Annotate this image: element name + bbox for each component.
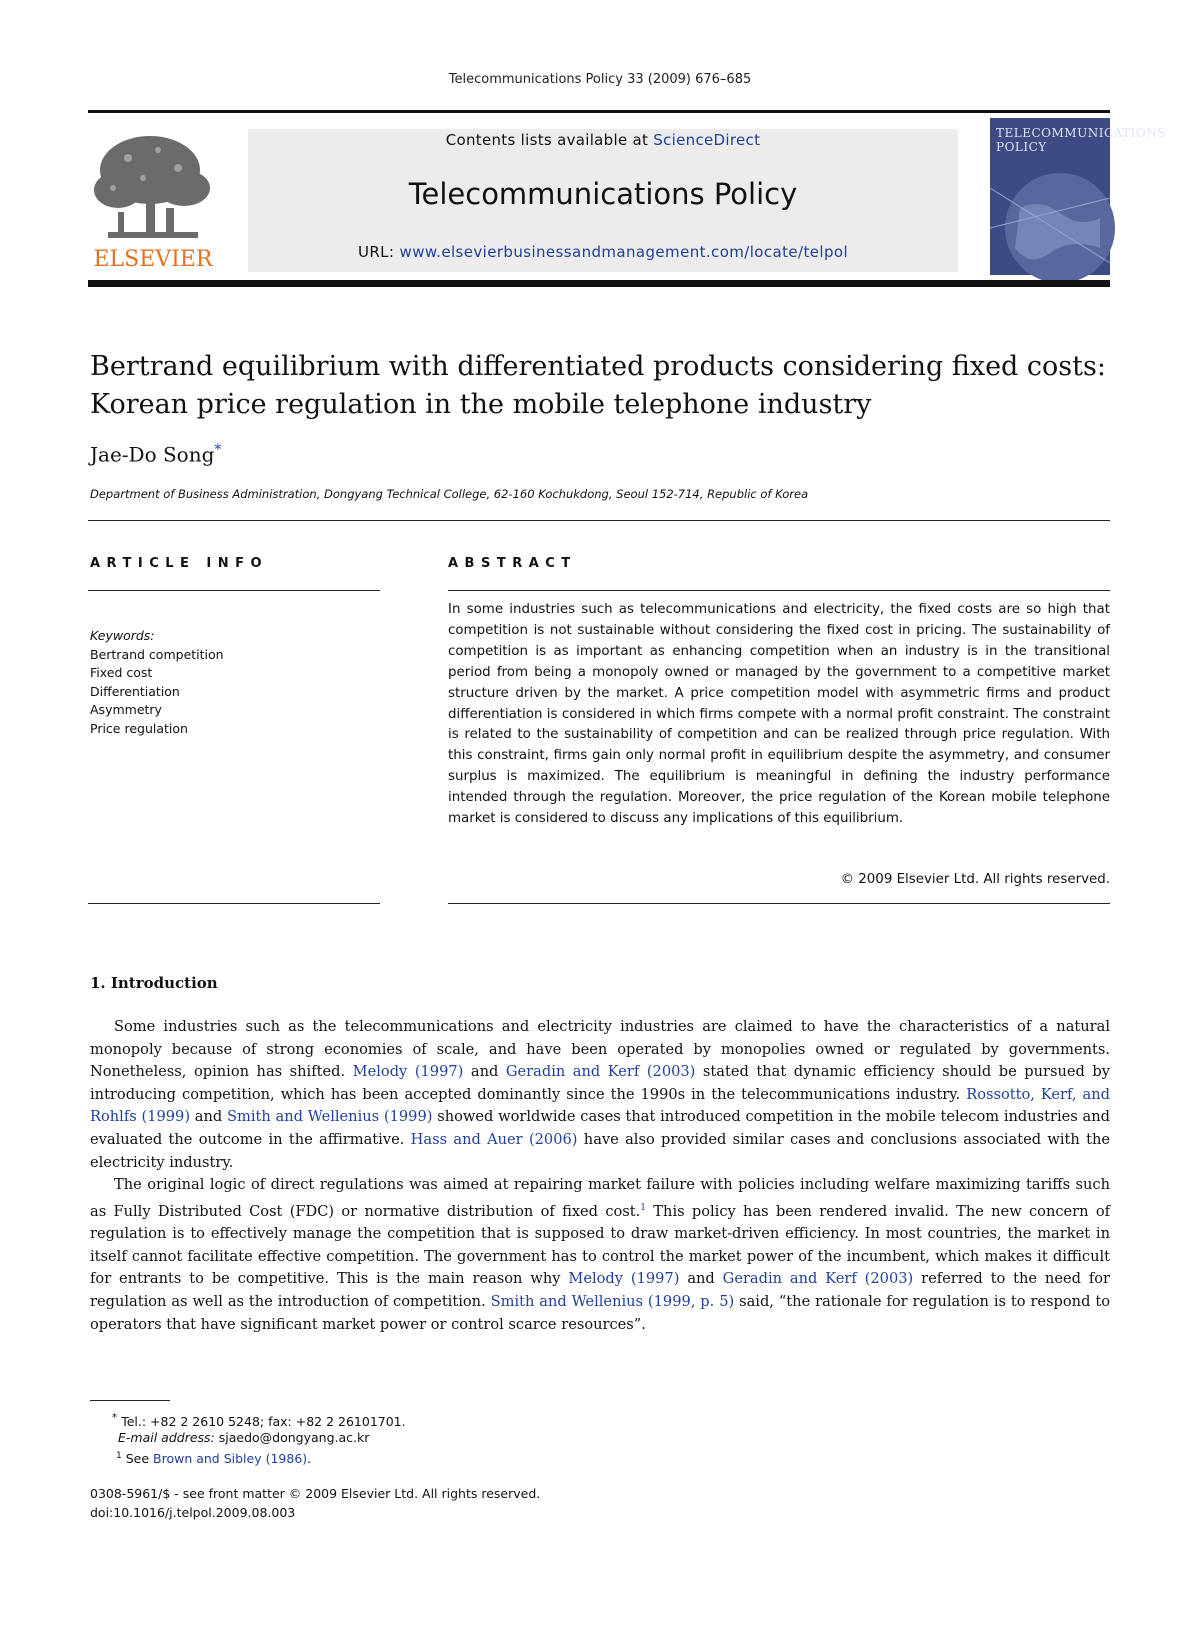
header-bottom-rule [88,280,1110,287]
elsevier-logo [88,128,218,276]
keyword-item: Bertrand competition [90,646,224,662]
footnote-mark[interactable]: 1 [640,1202,647,1213]
running-head: Telecommunications Policy 33 (2009) 676–685 [448,72,752,87]
footnote-contact: * Tel.: +82 2 2610 5248; fax: +82 2 26101701. [112,1412,406,1430]
citation-link[interactable]: Hass and Auer (2006) [410,1130,578,1148]
citation-link[interactable]: Geradin and Kerf (2003) [722,1270,914,1288]
article-info-bottom-rule [88,903,380,904]
issn-line: 0308-5961/$ - see front matter © 2009 Elsevier Ltd. All rights reserved. [90,1486,541,1501]
article-info-rule [88,590,380,591]
paragraph: Some industries such as the telecommunications and electricity industries are claimed to have the characteristics of a natural monopoly because of strong economies of scale, and have been operated by monopolies owned or regulated by governments. Nonetheless, opinion has shifted. Melody (1997) and Geradin and Kerf (2003) stated that dynamic efficiency should be pursued by introducing competition, which has been accepted dominantly since the 1990s in the telecommunications industry. Rossotto, Kerf, and Rohlfs (1999) and Smith and Wellenius (1999) showed worldwide cases that introduced competition in the mobile telecom industries and evaluated the outcome in the affirmative. Hass and Auer (2006) have also provided similar cases and conclusions associated with the electricity industry. [90,1018,1111,1171]
paragraph: The original logic of direct regulations was aimed at repairing market failure with policies including welfare maximizing tariffs such as Fully Distributed Cost (FDC) or normative distribution of fixed cost.$^1$ This policy has been rendered invalid. The new concern of regulation is to effectively manage the competition that is supposed to draw market-driven efficiency. In most countries, the market in itself cannot facilitate effective competition. The government has to control the market power of the incumbent, which makes it difficult for entrants to be competitive. This is the main reason why Melody (1997) and Geradin and Kerf (2003) referred to the need for regulation as well as the introduction of competition. Smith and Wellenius (1999, p. 5) said, “the rationale for regulation is to respond to operators that have significant market power or control scarce resources”. [90,1176,1111,1333]
title-divider [88,520,1110,521]
citation-link[interactable]: Smith and Wellenius (1999) [227,1108,433,1126]
abstract-bottom-rule [448,903,1110,904]
citation-link[interactable]: Geradin and Kerf (2003) [505,1063,696,1081]
globe-icon [990,168,1110,275]
citation-link[interactable]: Smith and Wellenius (1999, p. 5) [490,1292,735,1310]
keyword-item: Asymmetry [90,702,162,718]
journal-cover-image [990,118,1166,275]
header-top-rule [88,110,1110,113]
citation-link[interactable]: Melody (1997) [568,1270,680,1288]
footnote-1: $^1$ See Brown and Sibley (1986). [116,1451,312,1467]
citation-link[interactable]: Melody (1997) [352,1063,464,1081]
footnote-email: E-mail address: sjaedo@dongyang.ac.kr [118,1430,370,1445]
journal-banner [248,129,958,272]
journal-url-line: URL: www.elsevierbusinessandmanagement.com/locate/telpol [357,243,849,261]
abstract-copyright: © 2009 Elsevier Ltd. All rights reserved. [840,872,1110,887]
author-affiliation: Department of Business Administration, Dongyang Technical College, 62-160 Kochukdong, Seoul 152-714, Republic of Korea [90,487,809,501]
doi-line[interactable]: doi:10.1016/j.telpol.2009.08.003 [90,1505,296,1520]
email-link[interactable]: sjaedo@dongyang.ac.kr [214,1430,370,1445]
author-name: Jae-Do Song* [90,442,222,467]
svg-text:ELSEVIER: ELSEVIER [93,247,213,272]
journal-url-link[interactable]: www.elsevierbusinessandmanagement.com/locate/telpol [399,243,849,261]
citation-link[interactable]: Brown and Sibley (1986) [153,1451,308,1467]
abstract-label: ABSTRACT [448,556,577,571]
keyword-item: Differentiation [90,683,180,699]
sciencedirect-link[interactable]: ScienceDirect [653,131,761,149]
article-title: Bertrand equilibrium with differentiated products considering fixed costs: Korean price regulation in the mobile telephone industry [90,351,1106,420]
cover-title: TELECOMMUNICATIONS POLICY [996,126,1166,154]
section-heading-introduction: 1. Introduction [90,974,218,992]
keyword-item: Price regulation [90,720,188,736]
journal-name: Telecommunications Policy [408,177,798,211]
elsevier-tree-icon [88,128,218,276]
citation-link[interactable]: Rossotto, Kerf, and Rohlfs (1999) [90,1085,1110,1126]
keywords-block [90,627,224,739]
introduction-body [90,1016,1110,1336]
keyword-item: Fixed cost [90,665,153,681]
footnote-star-mark: * [112,1412,118,1424]
footnote-rule [90,1400,170,1401]
abstract-text: In some industries such as telecommunications and electricity, the fixed costs are so high that competition is not sustainable without considering the fixed cost in pricing. The sustainability of competition is as important as enhancing competition when an industry is in the transitional period from being a monopoly owned or managed by the government to a competitive market structure driven by the market. A price competition model with asymmetric firms and product differentiation is considered in which firms compete with a normal profit constraint. The constraint is related to the sustainability of competition and can be realized through price regulation. With this constraint, firms gain only normal profit in equilibrium despite the asymmetry, and consumer surplus is maximized. The equilibrium is meaningful in defining the industry performance intended through the regulation. Moreover, the price regulation of the Korean mobile telephone market is considered to discuss any implications of this equilibrium. [448,602,1110,827]
contents-available: Contents lists available at ScienceDirect [445,131,761,149]
abstract-rule [448,590,1110,591]
keywords-label: Keywords: [90,628,155,643]
article-info-label: ARTICLE INFO [90,556,269,571]
author-footnote-mark[interactable]: * [214,442,222,458]
